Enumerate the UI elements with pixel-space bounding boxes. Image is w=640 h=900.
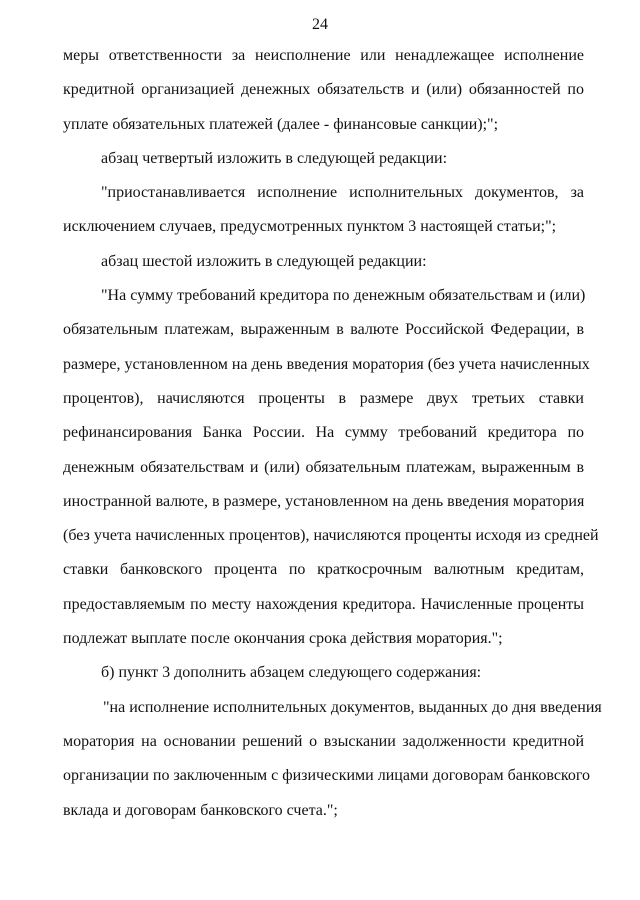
paragraph-abzac-4: [63, 142, 584, 176]
text-line: (без учета начисленных процентов), начисляются проценты исходя из средней: [63, 527, 599, 545]
text-line: предоставляемым по месту нахождения кредитора. Начисленные проценты: [63, 595, 584, 613]
text-line: подлежат выплате после окончания срока действия моратория.";: [63, 630, 503, 648]
text-line: кредитной организацией денежных обязательств и (или) обязанностей по: [63, 81, 584, 99]
text-line: денежным обязательствам и (или) обязательным платежам, выраженным в: [63, 458, 584, 476]
paragraph-point-b: [63, 656, 584, 690]
page-number: 24: [312, 16, 328, 33]
text-line: абзац шестой изложить в следующей редакции:: [101, 252, 427, 270]
paragraph-abzac-6: [63, 245, 584, 279]
paragraph-enforcement: [63, 691, 602, 828]
text-line: абзац четвертый изложить в следующей редакции:: [101, 149, 448, 167]
paragraph-interest: [63, 279, 599, 656]
text-line: рефинансирования Банка России. На сумму требований кредитора по: [63, 424, 584, 442]
text-line: обязательным платежам, выраженным в валюте Российской Федерации, в: [63, 321, 584, 339]
text-line: "На сумму требований кредитора по денежным обязательствам и (или): [101, 287, 586, 305]
text-line: "на исполнение исполнительных документов, выданных до дня введения: [103, 698, 602, 716]
text-line: вклада и договорам банковского счета.";: [63, 801, 338, 819]
text-line: размере, установленном на день введения моратория (без учета начисленных: [63, 355, 590, 373]
text-line: меры ответственности за неисполнение или ненадлежащее исполнение: [63, 47, 584, 64]
text-line: моратория на основании решений о взыскании задолженности кредитной: [63, 732, 584, 750]
text-line: "приостанавливается исполнение исполнительных документов, за: [101, 184, 584, 202]
paragraph-suspension: [63, 176, 584, 245]
text-line: ставки банковского процента по краткосрочным валютным кредитам,: [63, 561, 584, 579]
text-line: иностранной валюте, в размере, установленном на день введения моратория: [63, 492, 585, 510]
paragraph-sanctions: [63, 39, 584, 142]
text-line: б) пункт 3 дополнить абзацем следующего содержания:: [101, 664, 482, 682]
document-body: [63, 39, 602, 828]
text-line: организации по заключенным с физическими лицами договорам банковского: [63, 767, 591, 785]
text-line: процентов), начисляются проценты в размере двух третьих ставки: [63, 389, 584, 407]
text-line: исключением случаев, предусмотренных пунктом 3 настоящей статьи;";: [63, 218, 557, 236]
text-line: уплате обязательных платежей (далее - финансовые санкции);";: [63, 115, 499, 133]
